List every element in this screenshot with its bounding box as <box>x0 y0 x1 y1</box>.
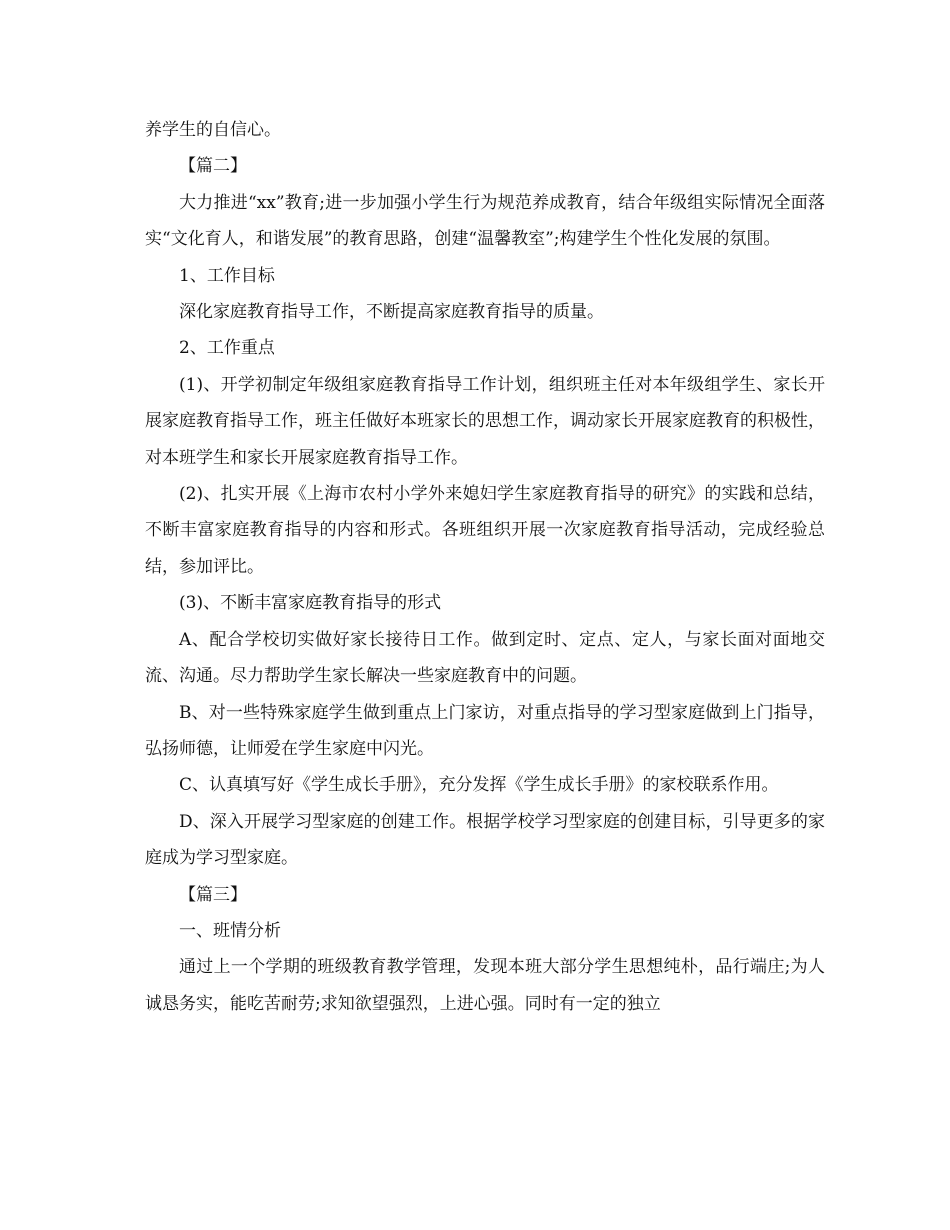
paragraph-work-goal: 深化家庭教育指导工作，不断提高家庭教育指导的质量。 <box>179 302 604 323</box>
heading-work-focus: 2、工作重点 <box>179 338 275 359</box>
paragraph-item-a: A、配合学校切实做好家长接待日工作。做到定时、定点、定人，与家长面对面地交流、沟通。尽力帮助学生家长解决一些家庭教育中的问题。 <box>145 629 825 687</box>
paragraph-item-d: D、深入开展学习型家庭的创建工作。根据学校学习型家庭的创建目标，引导更多的家庭成为学习型家庭。 <box>145 811 825 869</box>
heading-class-analysis: 一、班情分析 <box>179 920 281 941</box>
paragraph-focus-3: (3)、不断丰富家庭教育指导的形式 <box>179 593 442 614</box>
paragraph-continuation: 养学生的自信心。 <box>145 120 281 140</box>
heading-work-goal: 1、工作目标 <box>179 265 275 286</box>
paragraph-focus-2: (2)、扎实开展《上海市农村小学外来媳妇学生家庭教育指导的研究》的实践和总结，不断丰富家庭教育指导的内容和形式。各班组织开展一次家庭教育指导活动，完成经验总结，参加评比。 <box>145 484 825 577</box>
paragraph-class-analysis: 通过上一个学期的班级教育教学管理，发现本班大部分学生思想纯朴，品行端庄;为人诚恳务实，能吃苦耐劳;求知欲望强烈，上进心强。同时有一定的独立 <box>145 957 825 1014</box>
paragraph-item-c: C、认真填写好《学生成长手册》，充分发挥《学生成长手册》的家校联系作用。 <box>179 775 779 796</box>
paragraph-item-b: B、对一些特殊家庭学生做到重点上门家访，对重点指导的学习型家庭做到上门指导，弘扬师德，让师爱在学生家庭中闪光。 <box>145 702 825 759</box>
section-heading-part-three: 【篇三】 <box>179 884 247 905</box>
paragraph-focus-1: (1)、开学初制定年级组家庭教育指导工作计划，组织班主任对本年级组学生、家长开展家庭教育指导工作，班主任做好本班家长的思想工作，调动家长开展家庭教育的积极性，对本班学生和家长开展家庭教育指导工作。 <box>145 374 825 468</box>
section-heading-part-two: 【篇二】 <box>179 156 247 177</box>
paragraph-intro: 大力推进“xx”教育;进一步加强小学生行为规范养成教育，结合年级组实际情况全面落实“文化育人，和谐发展”的教育思路，创建“温馨教室”;构建学生个性化发展的氛围。 <box>145 192 825 250</box>
document-body <box>145 112 825 1022</box>
